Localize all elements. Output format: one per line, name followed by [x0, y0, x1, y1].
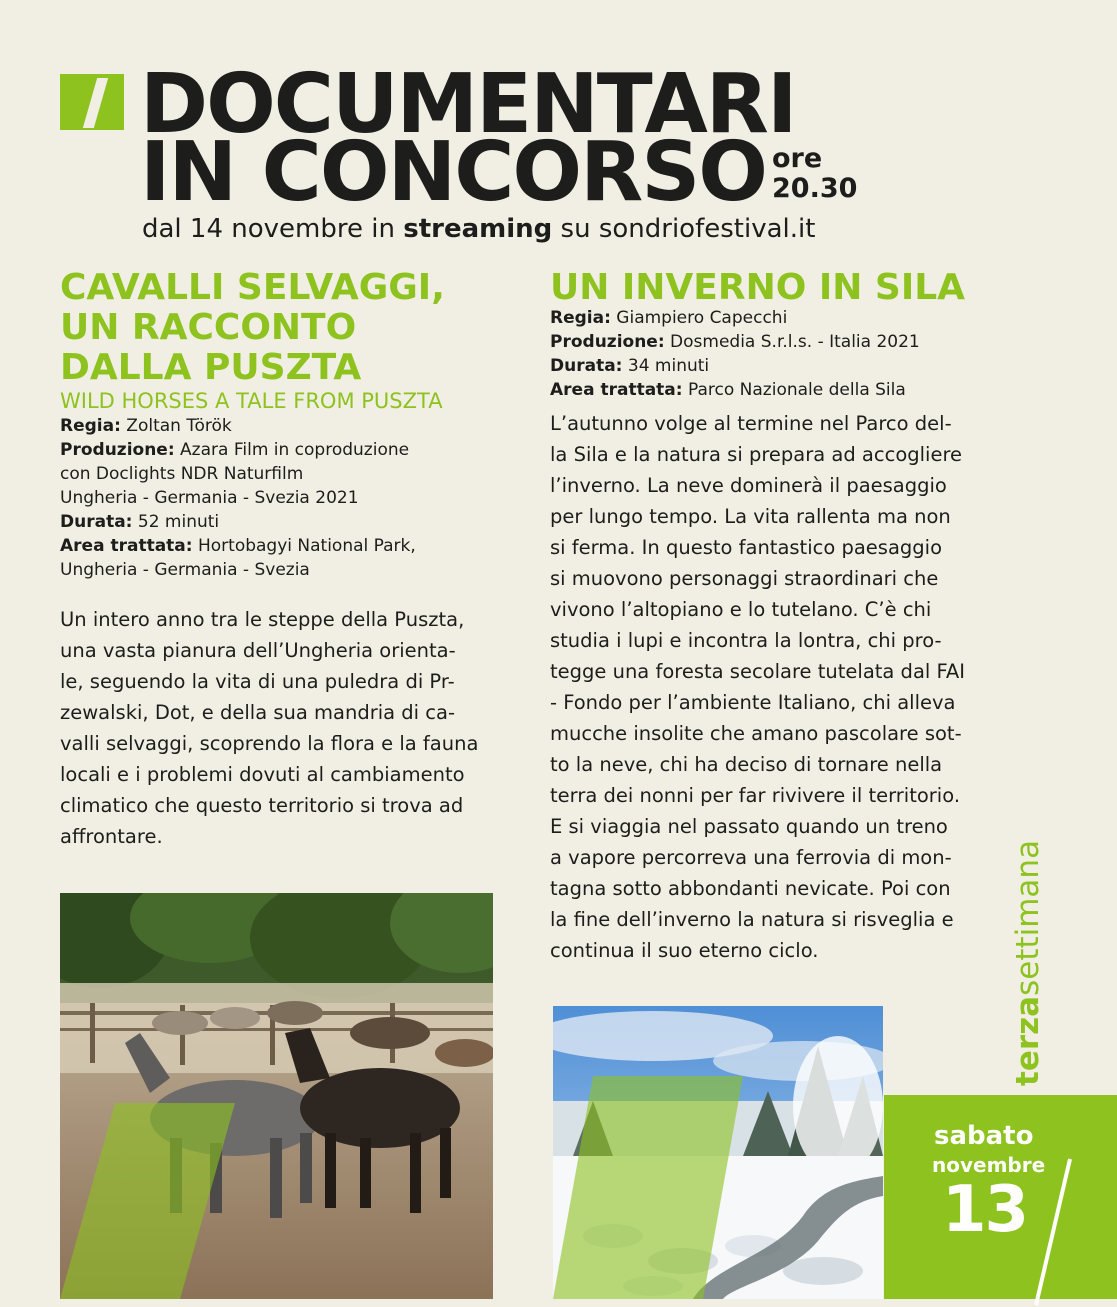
film2-area-label: Area trattata: [550, 380, 683, 400]
film1-synopsis-line: valli selvaggi, scoprendo la flora e la fauna [60, 732, 479, 755]
slash-logo-mark [60, 74, 124, 130]
film2-produzione: Dosmedia S.r.l.s. - Italia 2021 [670, 332, 920, 352]
film2-synopsis-line: mucche insolite che amano pascolare sot- [550, 722, 962, 745]
film2-synopsis-line: l’inverno. La neve dominerà il paesaggio [550, 474, 947, 497]
film2-synopsis-line: la Sila e la natura si prepara ad accogliere [550, 443, 963, 466]
main-title-line2: IN CONCORSO [140, 125, 766, 220]
wild-horses-photo [60, 893, 493, 1299]
film1-title-line3: DALLA PUSZTA [60, 347, 362, 388]
film2-area: Parco Nazionale della Sila [687, 380, 906, 400]
film2-synopsis-line: E si viaggia nel passato quando un treno [550, 815, 948, 838]
film1-area-1: Hortobagyi National Park, [197, 536, 416, 556]
film1-area-label: Area trattata: [60, 536, 193, 556]
streaming-bold: streaming [403, 214, 553, 244]
showtime [772, 144, 857, 204]
film2-synopsis-line: continua il suo eterno ciclo. [550, 939, 819, 962]
week-settimana: settimana [1010, 839, 1046, 996]
main-title-line1: DOCUMENTARI [140, 57, 796, 152]
film1-produzione-2: con Doclights NDR Naturfilm [60, 464, 304, 484]
film1-synopsis-line: zewalski, Dot, e della sua mandria di ca- [60, 701, 455, 724]
streaming-site: su sondriofestival.it [560, 214, 816, 244]
date-day-number: 13 [942, 1173, 1028, 1247]
film1-title-line1: CAVALLI SELVAGGI, [60, 267, 445, 308]
film1-synopsis-line: le, seguendo la vita di una puledra di Pr- [60, 670, 455, 693]
film2-durata: 34 minuti [627, 356, 710, 376]
film1-credits [60, 414, 416, 582]
film1-durata-label: Durata: [60, 512, 133, 532]
film2-regia-label: Regia: [550, 308, 611, 328]
film1-synopsis-line: affrontare. [60, 825, 163, 848]
film2-durata-label: Durata: [550, 356, 623, 376]
streaming-pre: dal 14 novembre in [142, 214, 395, 244]
film2-produzione-label: Produzione: [550, 332, 665, 352]
film2-title: UN INVERNO IN SILA [550, 267, 966, 308]
film2-credits [550, 306, 920, 402]
film2-synopsis-line: vivono l’altopiano e lo tutelano. C’è chi [550, 598, 932, 621]
film1-synopsis-line: locali e i problemi dovuti al cambiamento [60, 763, 465, 786]
film1-title-line2: UN RACCONTO [60, 307, 357, 348]
film2-synopsis-line: L’autunno volge al termine nel Parco del- [550, 412, 952, 435]
streaming-line [142, 214, 815, 244]
film2-synopsis-line: terra dei nonni per far rivivere il territorio. [550, 784, 961, 807]
film2-synopsis-line: per lungo tempo. La vita rallenta ma non [550, 505, 951, 528]
film1-produzione-3: Ungheria - Germania - Svezia 2021 [60, 488, 359, 508]
film1-synopsis-line: una vasta pianura dell’Ungheria orienta- [60, 639, 456, 662]
film1-regia: Zoltan Török [126, 416, 232, 436]
film1-produzione-label: Produzione: [60, 440, 175, 460]
film2-synopsis-line: - Fondo per l’ambiente Italiano, chi alleva [550, 691, 956, 714]
film2-synopsis-line: to la neve, chi ha deciso di tornare nella [550, 753, 943, 776]
week-label [1010, 840, 1046, 1086]
date-slash-icon [1022, 1157, 1082, 1307]
film2-synopsis-line: studia i lupi e incontra la lontra, chi pro- [550, 629, 942, 652]
film1-produzione-1: Azara Film in coproduzione [180, 440, 410, 460]
week-terza: terza [1010, 995, 1046, 1086]
film2-synopsis-line: la fine dell’inverno la natura si risveglia e [550, 908, 954, 931]
date-month: novembre [932, 1153, 1046, 1177]
film2-regia: Giampiero Capecchi [616, 308, 788, 328]
showtime-time: 20.30 [772, 173, 858, 204]
showtime-label: ore [772, 143, 823, 174]
snowy-forest-photo [553, 1006, 883, 1299]
film1-area-2: Ungheria - Germania - Svezia [60, 560, 310, 580]
date-day-name: sabato [934, 1121, 1034, 1151]
film1-synopsis-line: Un intero anno tra le steppe della Puszta, [60, 608, 465, 631]
film1-regia-label: Regia: [60, 416, 121, 436]
film1-english-title: WILD HORSES A TALE FROM PUSZTA [60, 389, 443, 413]
date-box [884, 1095, 1117, 1299]
film2-synopsis-line: tagna sotto abbondanti nevicate. Poi con [550, 877, 951, 900]
film1-synopsis-line: climatico che questo territorio si trova ad [60, 794, 464, 817]
film1-durata: 52 minuti [137, 512, 220, 532]
film2-synopsis [550, 408, 965, 966]
film2-synopsis-line: tegge una foresta secolare tutelata dal FAI [550, 660, 966, 683]
film2-synopsis-line: a vapore percorreva una ferrovia di mon- [550, 846, 952, 869]
film2-synopsis-line: si ferma. In questo fantastico paesaggio [550, 536, 943, 559]
film2-synopsis-line: si muovono personaggi straordinari che [550, 567, 939, 590]
film1-synopsis [60, 604, 478, 852]
